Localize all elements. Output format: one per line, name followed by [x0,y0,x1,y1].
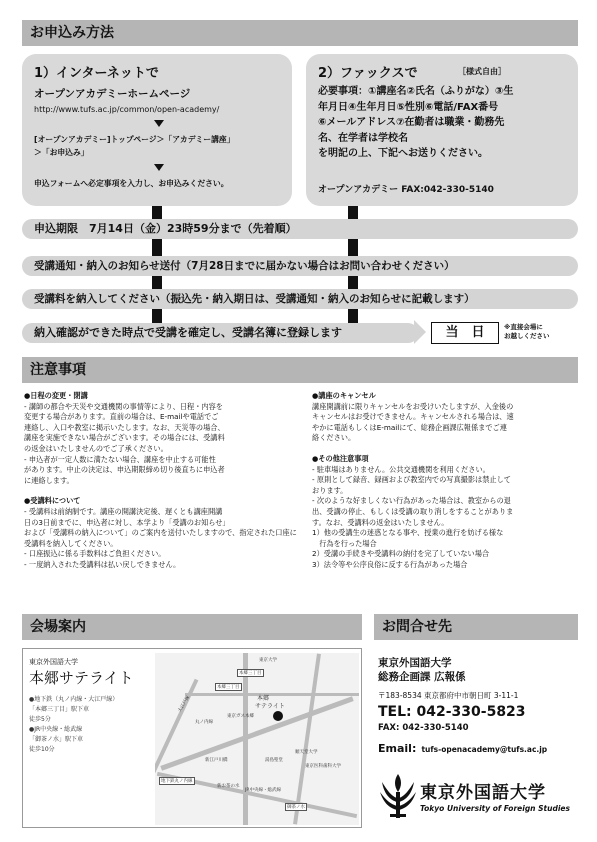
venue-box [22,648,362,828]
map-label: 本郷三丁目 [217,685,240,690]
contact-email-row [378,737,578,756]
same-day-note-line: ※直接会場に [504,323,543,331]
venue-section-title: 会場案内 [30,619,86,635]
internet-nav-line2: ＞「お申込み」 [34,148,89,157]
map-label: 湯島聖堂 [265,758,283,763]
notice-text: に連絡します。 [24,475,74,485]
contact-address: 〒183-8534 東京都府中市朝日町 3-11-1 [378,691,519,700]
apply-section-title: お申込み方法 [30,25,114,41]
map-label: サテライト [255,703,285,710]
contact-email[interactable]: tufs-openacademy@tufs.ac.jp [421,745,548,754]
notice-heading: ●受講料について [24,496,81,506]
arrow-right-icon [414,320,426,344]
fax-line: ⑥メールアドレス⑦在勤者は職業・勤務先 [318,117,505,128]
venue-marker-icon [273,711,283,721]
map-label: 順天堂大学 [295,750,318,755]
access-line: ●JR中央線・総武線 [29,726,83,733]
map-label: 大江戸線 [177,695,192,714]
notice-text: 日の3日前までに、申込者に対し、本学より「受講のお知らせ」 [24,517,230,527]
access-line: 徒歩5分 [29,716,51,723]
access-line: 「本郷三丁目」駅下車 [29,706,90,713]
apply-section-header [22,20,578,46]
internet-card [22,54,292,206]
contact-info [378,656,578,756]
notice-text: 連絡し、入口や教室に掲示いたします。なお、天災等の場合、 [24,422,225,432]
arrow-down-icon [154,120,164,127]
map-label: 丸ノ内線 [195,720,213,725]
notice-text: があります。中止の決定は、申込期限締め切り後直ちに申込者 [24,465,225,475]
fax-heading: 2）ファックスで [318,66,418,81]
notice-text: やかに電話もしくはE-mailにて、総務企画課広報係までご連 [312,422,507,432]
fax-card [306,54,578,206]
notice-gap [312,444,578,454]
map-label: JR中央線・総武線 [245,788,281,793]
access-line: 「御茶ノ水」駅下車 [29,736,84,743]
internet-url[interactable]: http://www.tufs.ac.jp/common/open-academy/ [34,105,220,114]
notice-text: 講座を実施できない場合がございます。その場合には、受講料 [24,433,225,443]
notice-text: - 一度納入された受講料は払い戻しできません。 [24,559,181,569]
step-deadline: 申込期限 7月14日（金）23時59分まで（先着順） [22,219,578,239]
notice-text: - 受講料は前納制です。講座の開講決定後、遅くとも講座開講 [24,506,223,516]
notice-text: 講座開講前に限りキャンセルをお受けいたしますが、入金後の [312,401,514,411]
notice-text: の返金はいたしませんのでご了承ください。 [24,443,168,453]
contact-fax: FAX: 042-330-5140 [378,723,469,733]
venue-section-header [22,614,362,640]
map-label: 東京大学 [259,658,277,663]
internet-heading: 1）インターネットで [34,66,159,81]
notice-heading: ●その他注意事項 [312,453,369,463]
notice-section-title: 注意事項 [30,362,86,378]
venue-map[interactable] [155,653,359,825]
fax-line: 必要事項：①講座名②氏名（ふりがな）③生 [318,86,514,97]
contact-org: 東京外国語大学 [378,657,452,669]
notice-text: 2）受講の手続きや受講料の納付を完了していない場合 [312,549,490,559]
step-confirm: 納入確認ができた時点で受講を確定し、受講名簿に登録します [22,323,418,343]
step-payment: 受講料を納入してください（振込先・納入期日は、受講通知・納入のお知らせに記載します） [22,289,578,309]
notice-right-column [312,391,578,571]
notice-text: - 講師の都合や天災や交通機関の事情等により、日程・内容を [24,401,223,411]
notice-gap [24,486,302,496]
venue-university: 東京外国語大学 [29,658,78,666]
map-label: 東京ガス本郷 [227,714,254,719]
fax-line: 年月日④生年月日⑤性別⑥電話/FAX番号 [318,101,499,113]
notice-left-column [24,391,302,571]
notice-text: 1）他の受講生の迷惑となる事や、授業の進行を妨げる様な [312,528,504,538]
notice-text: - 駐車場はありません。公共交通機関を利用ください。 [312,464,490,474]
internet-nav-line1: [オープンアカデミー]トップページ＞「アカデミー講座」 [34,135,235,144]
notice-text: - 原則として録音、録画および教室内での写真撮影は禁止して [312,475,511,485]
university-emblem-icon [378,772,418,820]
notice-text: 変更する場合があります。直前の場合は、E-mailや電話でご [24,412,219,422]
fax-format-note: ［様式自由］ [458,67,506,76]
contact-section-title: お問合せ先 [382,619,452,635]
notice-text: す。なお、受講料の返金はいたしません。 [312,517,449,527]
contact-tel[interactable]: TEL: 042-330-5823 [378,704,526,720]
map-label: 東京医科歯科大学 [305,764,341,769]
map-label: 地下鉄丸ノ内線 [161,779,193,784]
notice-text: - 口座振込に係る手数料はご負担ください。 [24,549,166,559]
arrow-down-icon [154,164,164,171]
notice-text: 3）法令等や公序良俗に反する行為があった場合 [312,559,468,569]
notice-text: - 申込者が一定人数に満たない場合、講座を中止する可能性 [24,454,216,464]
map-label: 御茶ノ水 [287,805,305,810]
fax-requirements [318,84,574,162]
contact-dept: 総務企画課 広報係 [378,671,466,683]
same-day-note [504,323,550,341]
logo-jp: 東京外国語大学 [420,783,546,803]
notice-heading: ●講座のキャンセル [312,391,376,400]
notice-text: キャンセルはお受けできません。キャンセルされる場合は、速 [312,412,514,422]
access-line: ●地下鉄（丸ノ内線・大江戸線） [29,696,119,703]
venue-access [29,695,118,755]
step-notice: 受講通知・納入のお知らせ送付（7月28日までに届かない場合はお問い合わせください） [22,256,578,276]
map-label: 新お茶の水 [217,784,240,789]
same-day-note-line: お越しください [504,332,550,340]
venue-name: 本郷サテライト [29,669,134,687]
notice-text: おります。 [312,485,348,495]
notice-text: - 次のような好ましくない行為があった場合は、教室からの退 [312,496,511,506]
notice-text: 絡ください。 [312,433,356,443]
map-label: 新江戸川橋 [205,758,228,763]
fax-number: オープンアカデミー FAX:042-330-5140 [318,185,494,195]
same-day-box: 当 日 [431,322,499,344]
notice-text: および「受講料の納入について」のご案内を送付いたしますので、指定された口座に受講料を納入してください。 [24,528,297,548]
access-line: 徒歩10分 [29,746,55,753]
contact-email-label: Email: [378,742,417,755]
fax-line: 名、在学者は学校名 [318,132,408,144]
logo-en: Tokyo University of Foreign Studies [420,804,570,813]
map-label: 本郷三丁目 [239,671,262,676]
notice-text: 出、受講の停止、もしくは受講の取り消しをすることがありま [312,506,514,516]
notice-heading: ●日程の変更・閉講 [24,391,88,400]
contact-section-header [374,614,578,640]
fax-line: を明記の上、下記へお送りください。 [318,148,488,159]
internet-form-note: 申込フォームへ必定事項を入力し、お申込みください。 [34,179,229,188]
notice-section-header [22,357,578,383]
map-label: 本郷 [257,695,270,702]
internet-site-name: オープンアカデミーホームページ [34,88,191,100]
notice-text: 行為を行った場合 [312,538,377,548]
